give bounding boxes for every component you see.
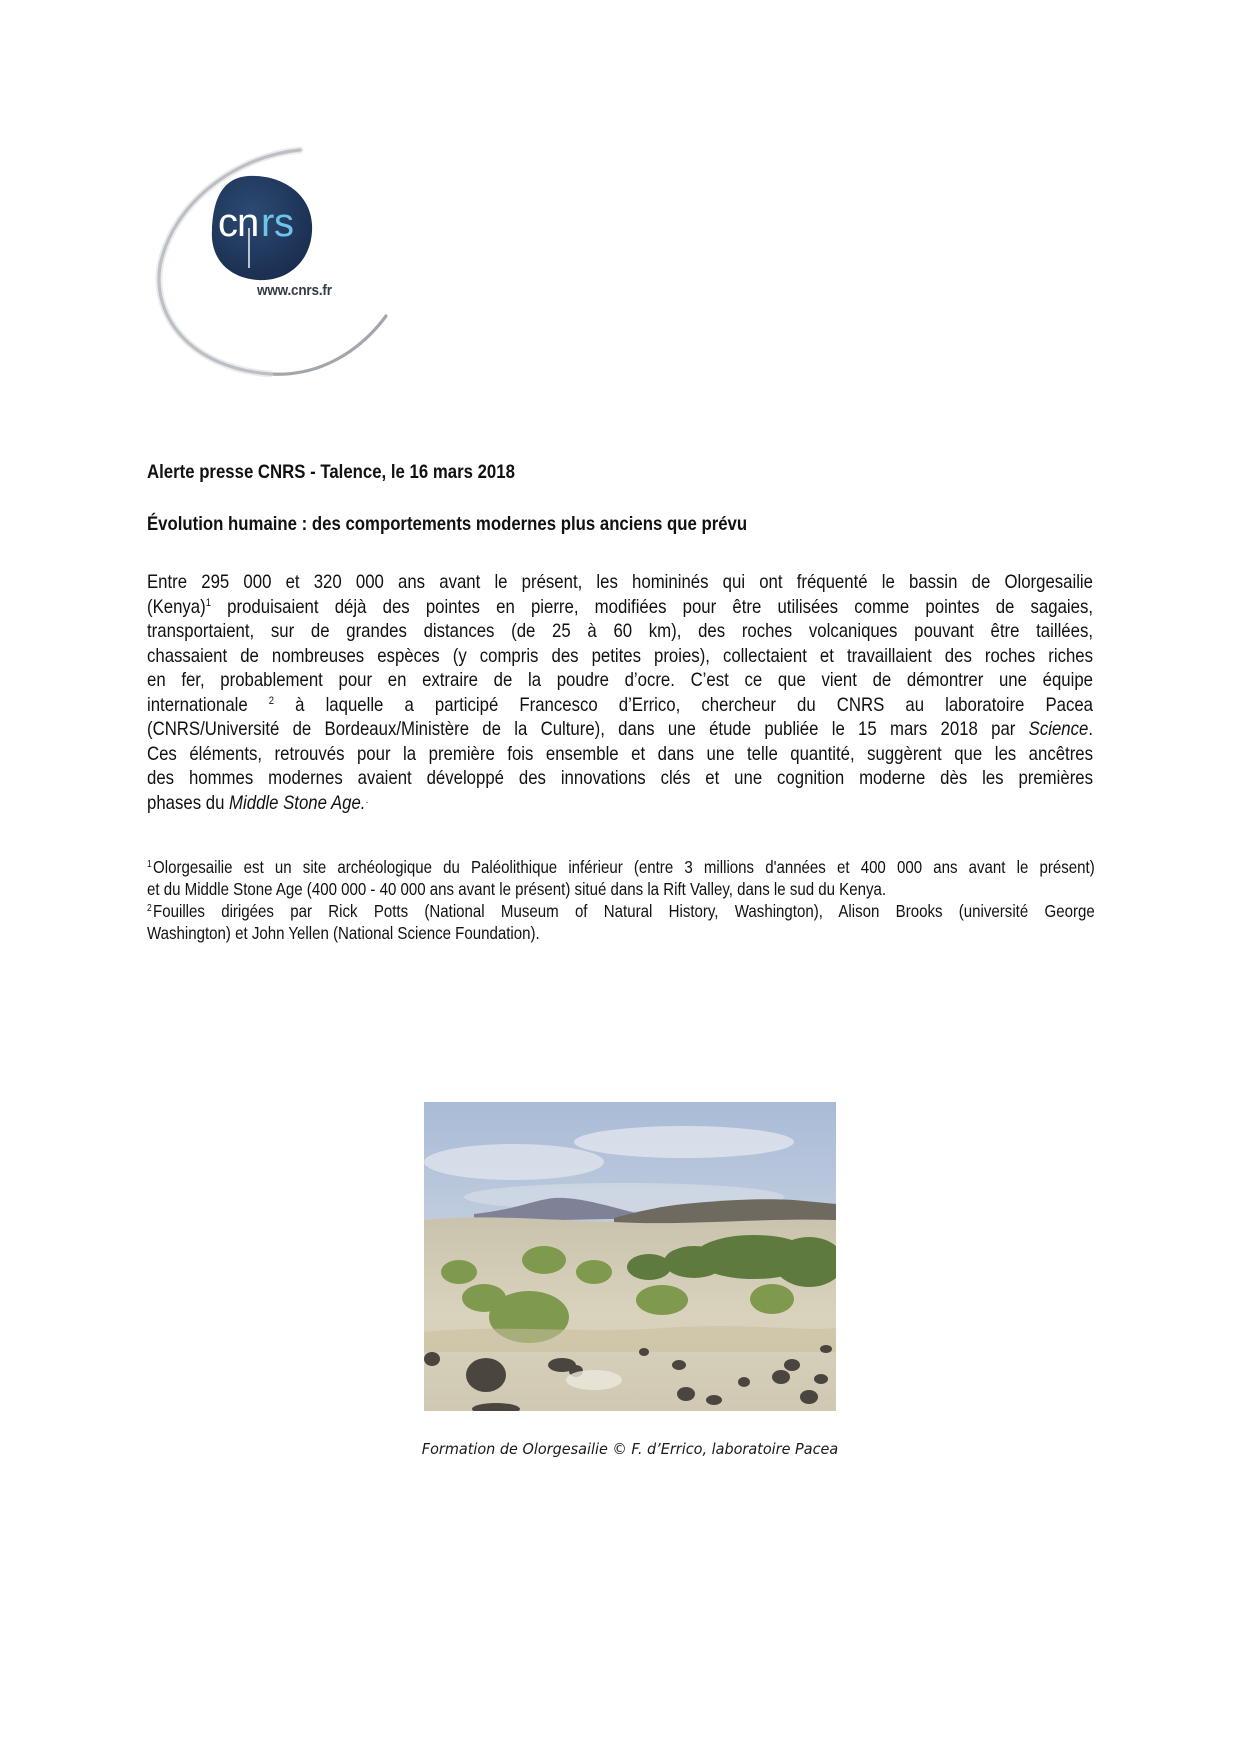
photo-graphic [424,1102,836,1411]
body-line-text: internationale [147,693,269,716]
body-line [147,766,1093,790]
footnote-ref-2[interactable]: 2 [268,694,275,707]
body-line-text: des hommes modernes avaient développé des innovations clés et une cognition moderne dès les premières [147,767,1093,789]
body-line-text: (Kenya) [147,595,206,618]
trailing-dot: · [365,796,369,808]
body-line [147,570,1093,594]
body-line [147,595,1093,619]
footnote-number: 1 [147,859,152,870]
landscape-photo [424,1102,836,1411]
body-line [147,742,1093,766]
footnote-text: Olorgesailie est un site archéologique du Paléolithique inférieur (entre 3 millions d'années et 400 000 ans avant le présent) [153,857,1095,877]
body-line [147,619,1093,643]
body-line-text: à laquelle a participé Francesco d’Errico, chercheur du CNRS au laboratoire Pacea [274,693,1093,716]
logo-url: www.cnrs.fr [257,282,332,299]
press-title: Évolution humaine : des comportements modernes plus anciens que prévu [147,513,748,535]
footnote-2 [147,900,1095,922]
body-line-text: phases du [147,791,230,814]
footnote-ref-1[interactable]: 1 [205,596,211,609]
footnote-text: et du Middle Stone Age (400 000 - 40 000 ans avant le présent) situé dans la Rift Valley, dans le sud du Kenya. [147,879,887,899]
period-name: Middle Stone Age. [229,791,366,814]
body-line [147,644,1093,668]
body-line [147,717,1093,741]
footnote-1 [147,856,1095,878]
logo-letter-c: c [218,201,238,245]
cnrs-logo [150,146,400,382]
body-line-text: (CNRS/Université de Bordeaux/Ministère de la Culture), dans une étude publiée le 15 mars 2018 par [147,718,1029,740]
body-line-text: Ces éléments, retrouvés pour la première fois ensemble et dans une telle quantité, suggèrent que les ancêtres [147,742,1093,765]
photo-caption: Formation de Olorgesailie © F. d’Errico, laboratoire Pacea [421,1440,839,1458]
body-line-text: Entre 295 000 et 320 000 ans avant le présent, les homininés qui ont fréquenté le bassin de Olorgesailie [147,571,1093,593]
body-line-text: en fer, probablement pour en extraire de la poudre d’ocre. C’est ce que vient de démontrer une équipe [147,669,1093,691]
press-alert-line: Alerte presse CNRS - Talence, le 16 mars 2018 [147,461,515,483]
body-line-text: produisaient déjà des pointes en pierre, modifiées pour être utilisées comme pointes de sagaies, [210,595,1093,618]
footnote-1-continued [147,878,1095,900]
footnote-number: 2 [147,903,152,914]
body-line-text: transportaient, sur de grandes distances (de 25 à 60 km), des roches volcaniques pouvant être taillées, [147,620,1093,642]
body-line [147,791,1093,815]
body-line-text: chassaient de nombreuses espèces (y compris des petites proies), collectaient et travaillaient des roches riches [147,644,1093,667]
logo-letter-r: r [261,201,275,245]
footnote-2-continued [147,922,1095,944]
logo-letter-n: n [237,201,260,245]
body-line-text: . [1088,718,1093,740]
body-line [147,668,1093,692]
body-line [147,693,1093,717]
footnote-text: Fouilles dirigées par Rick Potts (National Museum of Natural History, Washington), Alison Brooks (université George [153,901,1095,921]
journal-name: Science [1028,718,1089,740]
footnote-text: Washington) et John Yellen (National Science Foundation). [147,923,540,943]
logo-letter-s: s [274,201,294,245]
cnrs-logo-graphic [150,146,400,382]
